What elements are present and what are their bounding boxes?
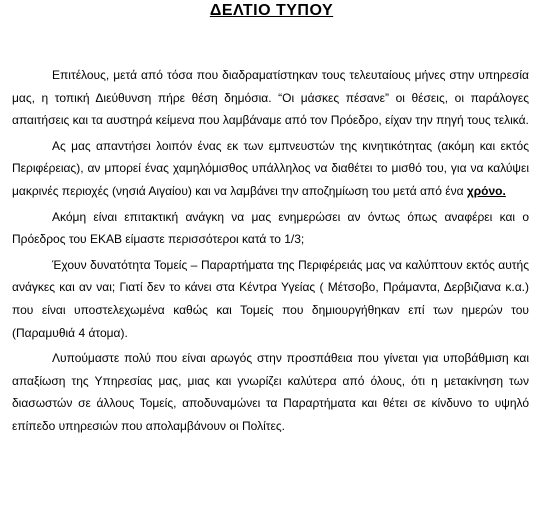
document-title: ΔΕΛΤΙΟ ΤΥΠΟΥ xyxy=(209,2,334,19)
paragraph-3-text: Ακόμη είναι επιτακτική ανάγκη να μας ενημερώσει αν όντως όπως αναφέρει και ο Πρόεδρος του ΕΚΑΒ είμαστε περισσότεροι κατά το 1/3; xyxy=(12,209,529,247)
paragraph-2-text: Ας μας απαντήσει λοιπόν ένας εκ των εμπνευστών της κινητικότητας (ακόμη και εκτός Περιφέρειας), αν μπορεί ένας χαμηλόμισθος υπάλληλος να διαθέτει το μισθό του, για να καλύψει μακρινές περιοχές (νησιά Αιγαίου) και να λαμβάνει την αποζημίωση του μετά από ένα xyxy=(12,138,529,198)
paragraph-4 xyxy=(12,254,529,344)
document-body xyxy=(12,64,529,438)
paragraph-3 xyxy=(12,206,529,251)
paragraph-4-text: Έχουν δυνατότητα Τομείς – Παραρτήματα της Περιφέρειάς μας να καλύπτουν εκτός αυτής ανάγκες και αν ναι; Γιατί δεν το κάνει στα Κέντρα Υγείας ( Μέτσοβο, Πράμαντα, Δερβιζιανα κ.α.) που είναι υποστελεχωμένα καθώς και Τομείς που δημιουργήθηκαν επί των ημερών του (Παραμυθιά 4 άτομα). xyxy=(12,257,529,340)
paragraph-5 xyxy=(12,347,529,437)
paragraph-1-text: Επιτέλους, μετά από τόσα που διαδραματίστηκαν τους τελευταίους μήνες στην υπηρεσία μας, η τοπική Διεύθυνση πήρε θέση δημόσια. “Οι μάσκες πέσανε” οι θέσεις, οι παράλογες απαιτήσεις και τα αυστηρά κείμενα που λαμβάναμε από τον Πρόεδρο, είχαν την πηγή τους τελικά. xyxy=(12,68,529,128)
paragraph-5-text: Λυπούμαστε πολύ που είναι αρωγός στην προσπάθεια που γίνεται για υποβάθμιση και απαξίωση της Υπηρεσίας μας, μιας και γνωρίζει καλύτερα από όλους, ότι η μετακίνηση των διασωστών σε άλλους Τομείς, αποδυναμώνει τα Παραρτήματα και θέτει σε κίνδυνο το υψηλό επίπεδο υπηρεσιών που απολαμβάνουν οι Πολίτες. xyxy=(12,351,529,433)
paragraph-2-emphasis: χρόνο. xyxy=(466,183,506,198)
paragraph-1 xyxy=(12,64,529,132)
paragraph-2 xyxy=(12,135,529,203)
